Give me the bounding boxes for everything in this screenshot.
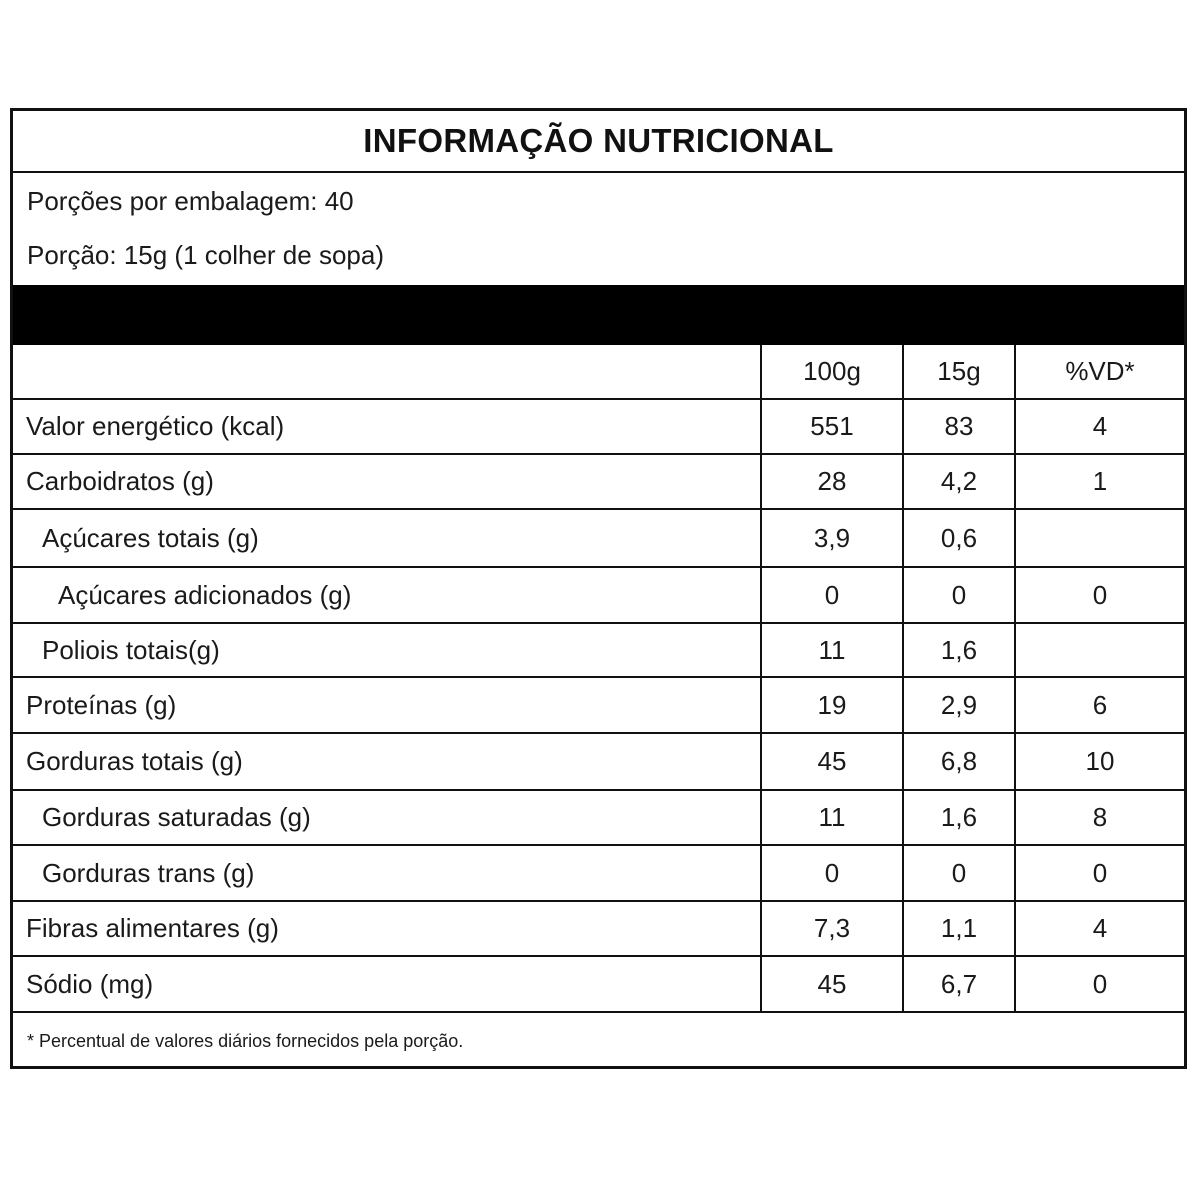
value-vd: 10 <box>1085 746 1115 776</box>
value-100g: 11 <box>762 791 904 844</box>
value-15g: 0,6 <box>904 510 1016 566</box>
value-100g: 551 <box>762 400 904 453</box>
header-nutrient <box>13 345 762 398</box>
header-100g: 100g <box>762 345 904 398</box>
serving-size: Porção: 15g (1 colher de sopa) <box>27 240 384 270</box>
nutrient-name: Sódio (mg) <box>13 957 762 1011</box>
nutrition-label <box>10 108 1187 1069</box>
table-row <box>13 455 1184 510</box>
nutrient-name: Proteínas (g) <box>13 678 762 732</box>
value-100g: 45 <box>762 957 904 1011</box>
black-divider-bar <box>13 285 1184 345</box>
nutrient-name: Poliois totais(g) <box>13 624 762 676</box>
value-100g: 28 <box>762 455 904 508</box>
table-row <box>13 902 1184 957</box>
value-15g: 4,2 <box>904 455 1016 508</box>
nutrient-name: Gorduras trans (g) <box>13 846 762 900</box>
value-100g: 0 <box>762 568 904 622</box>
value-vd <box>1016 510 1184 566</box>
table-row <box>13 400 1184 455</box>
value-vd: 4 <box>1092 913 1108 943</box>
value-vd: 0 <box>1092 857 1108 888</box>
value-vd <box>1016 624 1184 676</box>
value-15g: 83 <box>904 400 1016 453</box>
nutrient-name: Açúcares totais (g) <box>13 510 762 566</box>
nutrient-name: Fibras alimentares (g) <box>13 902 762 955</box>
value-15g: 1,6 <box>904 624 1016 676</box>
value-vd: 1 <box>1092 466 1108 496</box>
value-vd: 4 <box>1092 411 1108 441</box>
value-15g: 0 <box>904 568 1016 622</box>
value-15g: 2,9 <box>904 678 1016 732</box>
table-row <box>13 678 1184 734</box>
label-title: INFORMAÇÃO NUTRICIONAL <box>13 111 1184 173</box>
value-100g: 45 <box>762 734 904 789</box>
table-row <box>13 791 1184 846</box>
table-header-row <box>13 345 1184 400</box>
table-row <box>13 568 1184 624</box>
value-vd: 6 <box>1092 689 1108 720</box>
servings-per-package: Porções por embalagem: 40 <box>27 186 354 216</box>
nutrient-name: Carboidratos (g) <box>13 455 762 508</box>
nutrition-table <box>13 345 1184 1013</box>
header-vd: %VD* <box>1065 356 1135 386</box>
value-15g: 0 <box>904 846 1016 900</box>
header-15g: 15g <box>904 345 1016 398</box>
value-100g: 19 <box>762 678 904 732</box>
value-100g: 0 <box>762 846 904 900</box>
table-row <box>13 734 1184 791</box>
value-15g: 6,8 <box>904 734 1016 789</box>
nutrient-name: Valor energético (kcal) <box>13 400 762 453</box>
value-15g: 6,7 <box>904 957 1016 1011</box>
table-row <box>13 846 1184 902</box>
value-15g: 1,6 <box>904 791 1016 844</box>
table-row <box>13 957 1184 1013</box>
footnote: * Percentual de valores diários fornecidos pela porção. <box>27 1031 464 1051</box>
value-vd: 0 <box>1092 968 1108 999</box>
nutrient-name: Gorduras saturadas (g) <box>13 791 762 844</box>
table-row <box>13 510 1184 568</box>
value-vd: 0 <box>1092 579 1108 610</box>
nutrient-name: Açúcares adicionados (g) <box>13 568 762 622</box>
table-row <box>13 624 1184 678</box>
value-100g: 3,9 <box>762 510 904 566</box>
value-vd: 8 <box>1092 802 1108 832</box>
value-15g: 1,1 <box>904 902 1016 955</box>
nutrient-name: Gorduras totais (g) <box>13 734 762 789</box>
value-100g: 11 <box>762 624 904 676</box>
value-100g: 7,3 <box>762 902 904 955</box>
